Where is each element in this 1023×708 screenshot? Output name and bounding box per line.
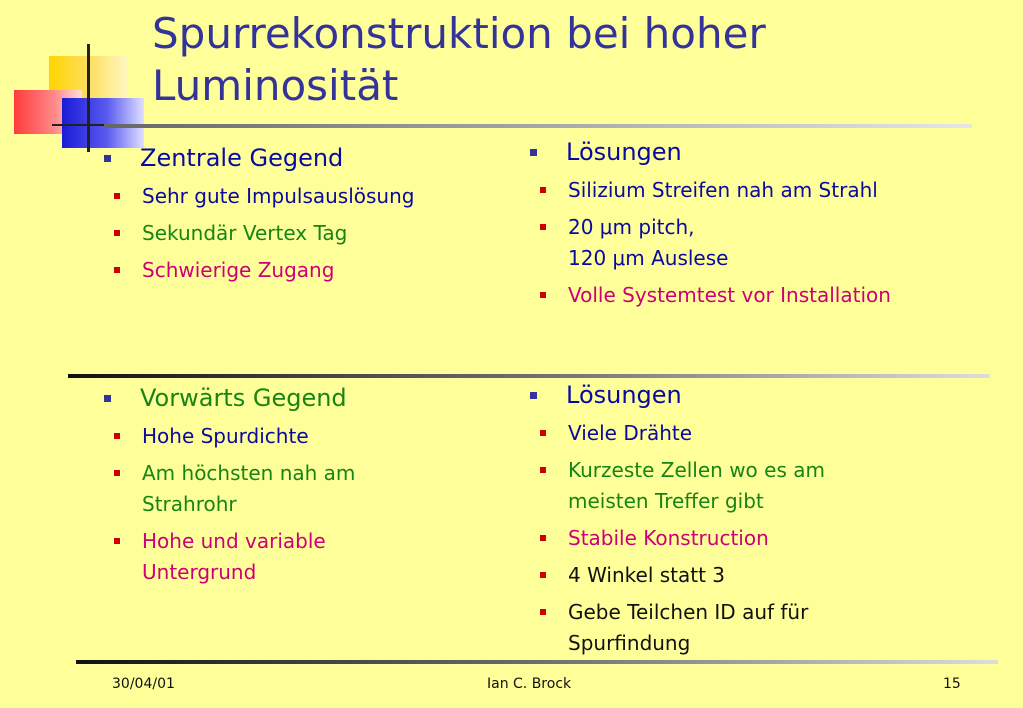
sub-bullet xyxy=(530,523,950,554)
bullet-marker xyxy=(530,149,537,156)
heading-text: Lösungen xyxy=(566,381,682,409)
sub-bullet-text: Hohe und variable Untergrund xyxy=(142,529,326,584)
logo-blue-square xyxy=(62,98,144,148)
bullet-marker xyxy=(104,155,111,162)
sub-bullet xyxy=(104,421,474,452)
sub-bullet-text: Silizium Streifen nah am Strahl xyxy=(568,178,878,202)
bullet-marker xyxy=(540,187,546,193)
sub-bullet xyxy=(530,212,1000,274)
bullet-marker xyxy=(114,538,120,544)
logo-vertical-line xyxy=(87,44,90,152)
sub-bullet xyxy=(530,597,898,659)
sub-bullet-text: Sehr gute Impulsauslösung xyxy=(142,184,415,208)
sub-bullet-text: Am höchsten nah am Strahrohr xyxy=(142,461,356,516)
footer-author: Ian C. Brock xyxy=(487,676,572,692)
sub-bullet xyxy=(104,458,432,520)
top-left-block xyxy=(104,143,514,292)
heading-text: Zentrale Gegend xyxy=(140,144,344,172)
bullet-marker xyxy=(530,392,537,399)
slide-title: Spurrekonstruktion bei hoher Luminosität xyxy=(152,9,766,110)
sub-bullet xyxy=(104,218,514,249)
sub-bullet-text: Schwierige Zugang xyxy=(142,258,335,282)
sub-bullet-text: Kurzeste Zellen wo es am meisten Treffer gibt xyxy=(568,458,825,513)
sub-bullet xyxy=(104,526,432,588)
slide-logo xyxy=(0,0,160,160)
sub-bullet xyxy=(104,255,514,286)
heading-text: Lösungen xyxy=(566,138,682,166)
sub-bullet xyxy=(530,175,1000,206)
bullet-marker xyxy=(114,230,120,236)
bottom-left-block xyxy=(104,383,474,594)
sub-bullet-text: Sekundär Vertex Tag xyxy=(142,221,348,245)
bullet-marker xyxy=(104,395,111,402)
bullet-loesungen-top xyxy=(530,137,1000,167)
sub-bullet-text-line1: 20 μm pitch, xyxy=(568,215,695,239)
bullet-marker xyxy=(114,193,120,199)
bullet-marker xyxy=(540,430,546,436)
bullet-marker xyxy=(540,224,546,230)
footer-page-number: 15 xyxy=(943,676,961,692)
sub-bullet-text: 4 Winkel statt 3 xyxy=(568,563,726,587)
bullet-marker xyxy=(540,609,546,615)
bullet-marker xyxy=(114,470,120,476)
bullet-marker xyxy=(114,267,120,273)
bullet-loesungen-bottom xyxy=(530,380,950,410)
sub-bullet xyxy=(530,418,950,449)
bullet-vorwaerts-gegend xyxy=(104,383,474,413)
sub-bullet xyxy=(530,280,1000,311)
sub-bullet-text: Hohe Spurdichte xyxy=(142,424,309,448)
bullet-marker xyxy=(540,572,546,578)
heading-text: Vorwärts Gegend xyxy=(140,384,347,412)
footer-date: 30/04/01 xyxy=(112,676,175,692)
bullet-marker xyxy=(540,535,546,541)
title-divider xyxy=(104,124,972,128)
top-right-block xyxy=(530,137,1000,317)
middle-divider xyxy=(68,374,990,378)
sub-bullet xyxy=(530,455,908,517)
bullet-zentrale-gegend xyxy=(104,143,514,173)
sub-bullet-text-line2: 120 μm Auslese xyxy=(568,246,729,270)
sub-bullet-text: Volle Systemtest vor Installation xyxy=(568,283,891,307)
bullet-marker xyxy=(114,433,120,439)
bullet-marker xyxy=(540,292,546,298)
bullet-marker xyxy=(540,467,546,473)
sub-bullet-text: Gebe Teilchen ID auf für Spurfindung xyxy=(568,600,809,655)
sub-bullet-text: Stabile Konstruction xyxy=(568,526,769,550)
sub-bullet xyxy=(104,181,514,212)
sub-bullet-text: Viele Drähte xyxy=(568,421,693,445)
bottom-right-block xyxy=(530,380,950,665)
sub-bullet xyxy=(530,560,950,591)
